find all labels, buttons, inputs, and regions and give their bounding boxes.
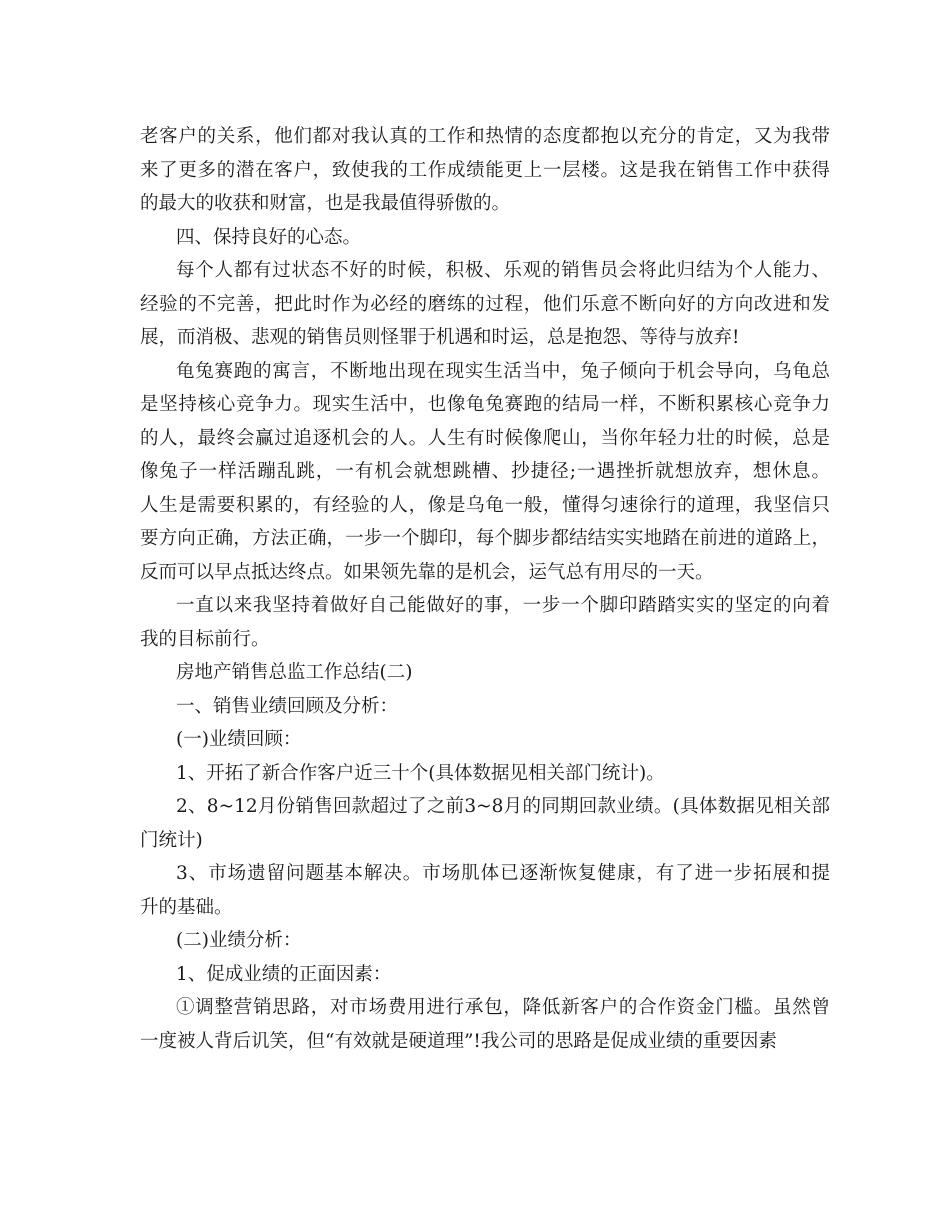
text-line: 2、8~12月份销售回款超过了之前3~8月的同期回款业绩。(具体数据见相关部 — [176, 796, 830, 817]
paragraph-p9 — [140, 757, 830, 791]
text-line: 经验的不完善，把此时作为必经的磨练的过程，他们乐意不断向好的方向改进和发 — [140, 293, 830, 315]
text-line: (二)业绩分析： — [176, 930, 302, 951]
text-line: 像兔子一样活蹦乱跳，一有机会就想跳槽、抄捷径;一遇挫折就想放弃，想休息。 — [140, 461, 830, 482]
text-line: 我的目标前行。 — [140, 628, 270, 650]
text-line: 门统计) — [140, 829, 203, 851]
text-line: 房地产销售总监工作总结(二) — [176, 662, 413, 683]
text-line: 要方向正确，方法正确，一步一个脚印，每个脚步都结结实实地踏在前进的道路上， — [140, 528, 830, 549]
text-line: 人生是需要积累的，有经验的人，像是乌龟一般，懂得匀速徐行的道理，我坚信只 — [140, 494, 830, 516]
paragraph-p7 — [140, 690, 830, 724]
text-line: 3、市场遗留问题基本解决。市场肌体已逐渐恢复健康，有了进一步拓展和提 — [176, 863, 830, 884]
text-line: 来了更多的潜在客户，致使我的工作成绩能更上一层楼。这是我在销售工作中获得 — [140, 159, 830, 181]
text-line: 升的基础。 — [140, 896, 233, 918]
paragraph-p13 — [140, 958, 830, 992]
text-line: 一直以来我坚持着做好自己能做好的事，一步一个脚印踏踏实实的坚定的向着 — [176, 595, 830, 616]
text-line: (一)业绩回顾： — [176, 729, 302, 750]
paragraph-p14 — [140, 991, 830, 1058]
text-line: 反而可以早点抵达终点。如果领先靠的是机会，运气总有用尽的一天。 — [140, 561, 714, 583]
paragraph-p3 — [140, 254, 830, 355]
text-line: 是坚持核心竞争力。现实生活中，也像龟兔赛跑的结局一样，不断积累核心竞争力 — [140, 394, 830, 415]
paragraph-p5 — [140, 589, 830, 656]
paragraph-p12 — [140, 924, 830, 958]
text-line: 每个人都有过状态不好的时候，积极、乐观的销售员会将此归结为个人能力、 — [176, 260, 830, 281]
paragraph-p8 — [140, 723, 830, 757]
text-line: 老客户的关系，他们都对我认真的工作和热情的态度都抱以充分的肯定，又为我带 — [140, 126, 830, 147]
paragraph-p1 — [140, 120, 830, 221]
text-line: 的最大的收获和财富，也是我最值得骄傲的。 — [140, 193, 511, 214]
paragraph-p11 — [140, 857, 830, 924]
text-line: 1、促成业绩的正面因素： — [176, 963, 392, 985]
text-line: 展，而消极、悲观的销售员则怪罪于机遇和时运，总是抱怨、等待与放弃! — [140, 327, 740, 348]
text-line: 四、保持良好的心态。 — [176, 226, 362, 248]
paragraph-p10 — [140, 790, 830, 857]
text-line: 一度被人背后讥笑，但“有效就是硬道理”!我公司的思路是促成业绩的重要因素 — [140, 1030, 777, 1052]
text-line: 一、销售业绩回顾及分析： — [176, 695, 399, 717]
paragraph-p2 — [140, 221, 830, 255]
text-line: 龟兔赛跑的寓言，不断地出现在现实生活当中，兔子倾向于机会导向，乌龟总 — [176, 360, 830, 382]
text-line: ①调整营销思路，对市场费用进行承包，降低新客户的合作资金门槛。虽然曾 — [176, 997, 830, 1018]
paragraph-p4 — [140, 355, 830, 590]
paragraph-p6 — [140, 656, 830, 690]
document-body — [140, 120, 830, 1058]
text-line: 1、开拓了新合作客户近三十个(具体数据见相关部门统计)。 — [176, 762, 665, 784]
text-line: 的人，最终会赢过追逐机会的人。人生有时候像爬山，当你年轻力壮的时候，总是 — [140, 427, 830, 449]
